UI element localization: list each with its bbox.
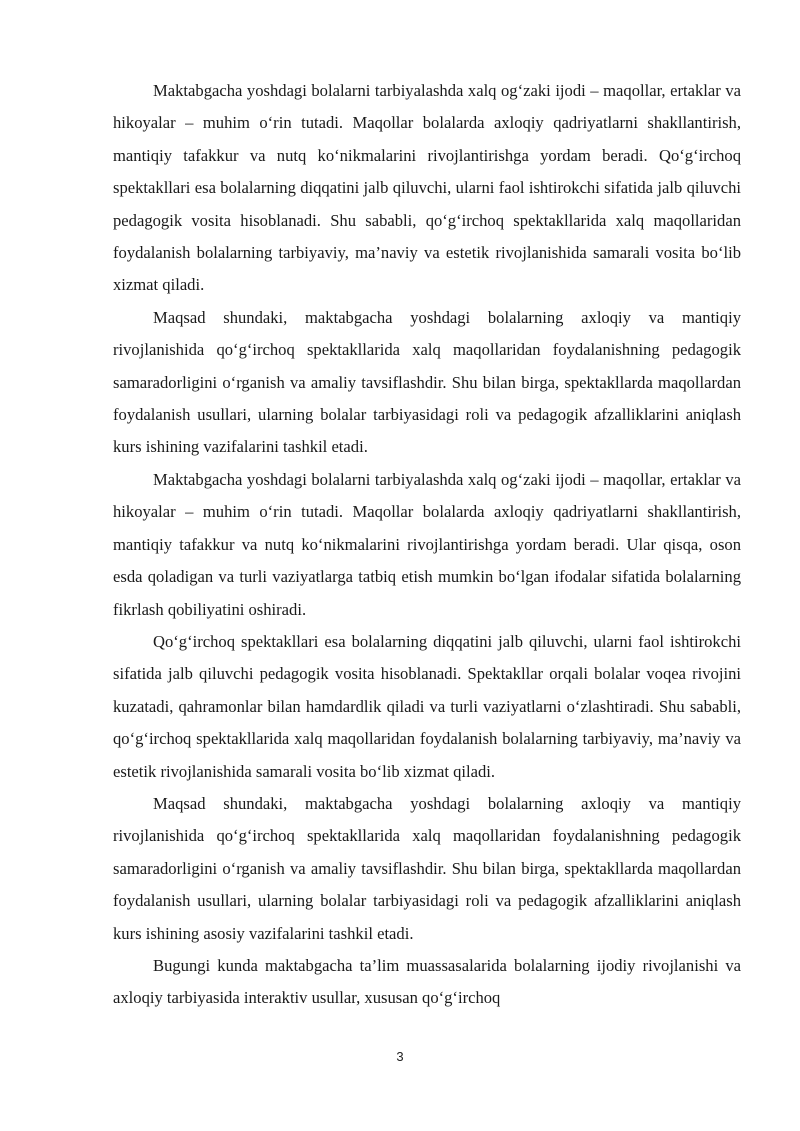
paragraph-2: Maqsad shundaki, maktabgacha yoshdagi bolalarning axloqiy va mantiqiy rivojlanishida qo‘g‘irchoq spektakllarida xalq maqollaridan foydalanishning pedagogik samaradorligini o‘rganish va amaliy tavsiflashdir. Shu bilan birga, spektakllarda maqollardan foydalanish usullari, ularning bolalar tarbiyasidagi roli va pedagogik afzalliklarini aniqlash kurs ishining vazifalarini tashkil etadi. (113, 307, 741, 457)
paragraph-5: Maqsad shundaki, maktabgacha yoshdagi bolalarning axloqiy va mantiqiy rivojlanishida qo‘g‘irchoq spektakllarida xalq maqollaridan foydalanishning pedagogik samaradorligini o‘rganish va amaliy tavsiflashdir. Shu bilan birga, spektakllarda maqollardan foydalanish usullari, ularning bolalar tarbiyasidagi roli va pedagogik afzalliklarini aniqlash kurs ishining asosiy vazifalarini tashkil etadi. (113, 793, 741, 943)
paragraph-1: Maktabgacha yoshdagi bolalarni tarbiyalashda xalq og‘zaki ijodi – maqollar, ertaklar va hikoyalar – muhim o‘rin tutadi. Maqollar bolalarda axloqiy qadriyatlarni shakllantirish, mantiqiy tafakkur va nutq ko‘nikmalarini rivojlantirishga yordam beradi. Qo‘g‘irchoq spektakllari esa bolalarning diqqatini jalb qiluvchi, ularni faol ishtirokchi sifatida jalb qiluvchi pedagogik vosita hisoblanadi. Shu sababli, qo‘g‘irchoq spektakllarida xalq maqollaridan foydalanish bolalarning tarbiyaviy, ma’naviy va estetik rivojlanishida samarali vosita bo‘lib xizmat qiladi. (113, 81, 741, 295)
paragraph-4: Qo‘g‘irchoq spektakllari esa bolalarning diqqatini jalb qiluvchi, ularni faol ishtirokchi sifatida jalb qiluvchi pedagogik vosita hisoblanadi. Spektakllar orqali bolalar voqea rivojini kuzatadi, qahramonlar bilan hamdardlik qiladi va turli vaziyatlarni o‘zlashtiradi. Shu sababli, qo‘g‘irchoq spektakllarida xalq maqollaridan foydalanish bolalarning tarbiyaviy, ma’naviy va estetik rivojlanishida samarali vosita bo‘lib xizmat qiladi. (113, 631, 741, 781)
page-number: 3 (396, 1049, 404, 1064)
paragraph-6: Bugungi kunda maktabgacha ta’lim muassasalarida bolalarning ijodiy rivojlanishi va axloqiy tarbiyasida interaktiv usullar, xususan qo‘g‘irchoq (113, 955, 741, 1008)
paragraph-3: Maktabgacha yoshdagi bolalarni tarbiyalashda xalq og‘zaki ijodi – maqollar, ertaklar va hikoyalar – muhim o‘rin tutadi. Maqollar bolalarda axloqiy qadriyatlarni shakllantirish, mantiqiy tafakkur va nutq ko‘nikmalarini rivojlantirishga yordam beradi. Ular qisqa, oson esda qoladigan va turli vaziyatlarga tatbiq etish mumkin bo‘lgan ifodalar sifatida bolalarning fikrlash qobiliyatini oshiradi. (113, 469, 741, 619)
document-body (113, 75, 741, 1015)
